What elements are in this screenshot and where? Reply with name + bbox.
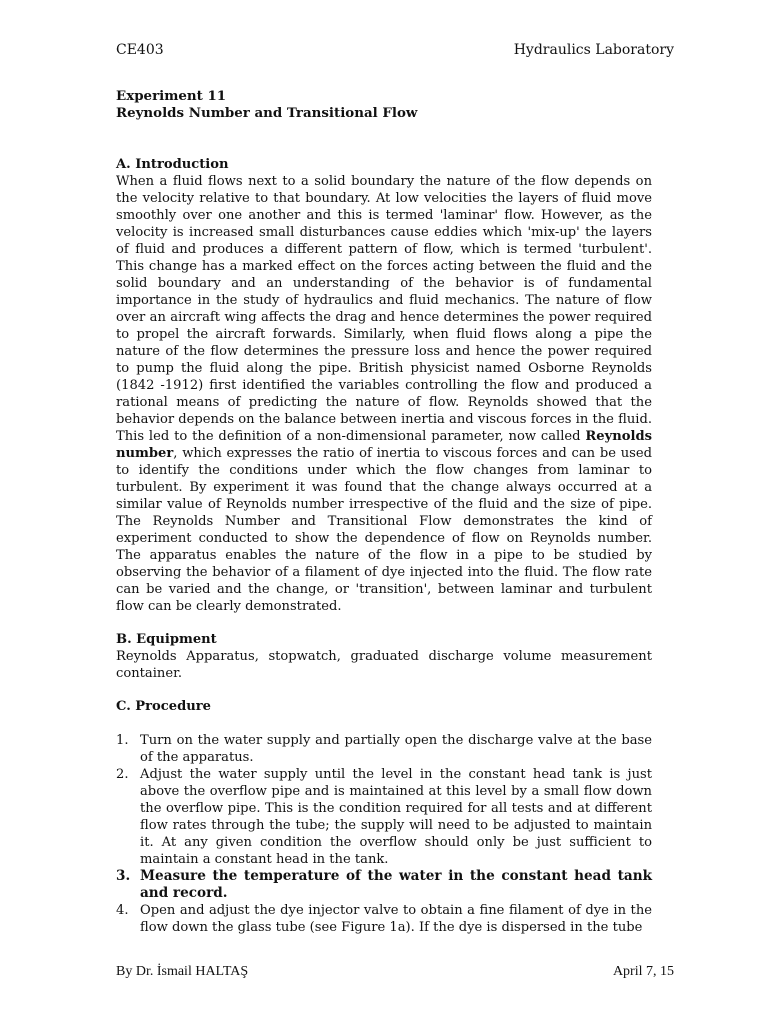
equipment-paragraph: Reynolds Apparatus, stopwatch, graduated discharge volume measurement container. (116, 649, 652, 681)
procedure-list (116, 732, 652, 936)
intro-text-after: , which expresses the ratio of inertia to viscous forces and can be used to identify the conditions under which the flow changes from laminar to turbulent. By experiment it was found that the change always occurred at a similar value of Reynolds number irrespective of the fluid and the size of pipe. The Reynolds Number and Transitional Flow demonstrates the kind of experiment conducted to show the dependence of flow on Reynolds number. The apparatus enables the nature of the flow in a pipe to be studied by observing the behavior of a filament of dye injected into the fluid. The flow rate can be varied and the change, or 'transition', between laminar and turbulent flow can be clearly demonstrated. (116, 446, 652, 614)
section-heading-introduction: A. Introduction (116, 157, 229, 172)
step-number: 3. (116, 868, 131, 884)
procedure-step (116, 868, 652, 902)
step-text: Turn on the water supply and partially open the discharge valve at the base of the apparatus. (140, 733, 652, 765)
footer-date: April 7, 15 (612, 964, 674, 979)
intro-text-before: When a fluid flows next to a solid boundary the nature of the flow depends on the velocity relative to that boundary. At low velocities the layers of fluid move smoothly over one another and this is termed 'laminar' flow. However, as the velocity is increased small disturbances cause eddies which 'mix-up' the layers of fluid and produces a different pattern of flow, which is termed 'turbulent'. This change has a marked effect on the forces acting between the fluid and the solid boundary and an understanding of the behavior is of fundamental importance in the study of hydraulics and fluid mechanics. The nature of flow over an aircraft wing affects the drag and hence determines the power required to propel the aircraft forwards. Similarly, when fluid flows along a pipe the nature of the flow determines the pressure loss and hence the power required to pump the fluid along the pipe. British physicist named Osborne Reynolds (1842 -1912) first identified the variables controlling the flow and produced a rational means of predicting the nature of flow. Reynolds showed that the behavior depends on the balance between inertia and viscous forces in the fluid. This led to the definition of a non-dimensional parameter, now called (116, 174, 652, 444)
step-text: Measure the temperature of the water in the constant head tank and record. (140, 868, 652, 901)
introduction-paragraph (116, 173, 652, 615)
experiment-title: Reynolds Number and Transitional Flow (116, 105, 418, 121)
header-course: CE403 (116, 42, 164, 58)
section-heading-equipment: B. Equipment (116, 632, 217, 647)
procedure-step (116, 732, 652, 766)
section-heading-procedure: C. Procedure (116, 699, 211, 714)
intro-bold-term: Reynolds number (116, 429, 652, 461)
step-text: Open and adjust the dye injector valve to obtain a fine filament of dye in the flow down the glass tube (see Figure 1a). If the dye is dispersed in the tube (140, 903, 652, 935)
document-body (116, 88, 652, 936)
footer-author: By Dr. İsmail HALTAŞ (116, 964, 249, 979)
header-lab: Hydraulics Laboratory (513, 42, 674, 58)
step-number: 1. (116, 733, 129, 748)
step-text: Adjust the water supply until the level in the constant head tank is just above the overflow pipe and is maintained at this level by a small flow down the overflow pipe. This is the condition required for all tests and at different flow rates through the tube; the supply will need to be adjusted to maintain it. At any given condition the overflow should only be just sufficient to maintain a constant head in the tank. (140, 767, 652, 867)
step-number: 2. (116, 767, 129, 782)
step-number: 4. (116, 903, 129, 918)
procedure-step (116, 902, 652, 936)
procedure-step (116, 766, 652, 868)
experiment-number: Experiment 11 (116, 88, 227, 104)
